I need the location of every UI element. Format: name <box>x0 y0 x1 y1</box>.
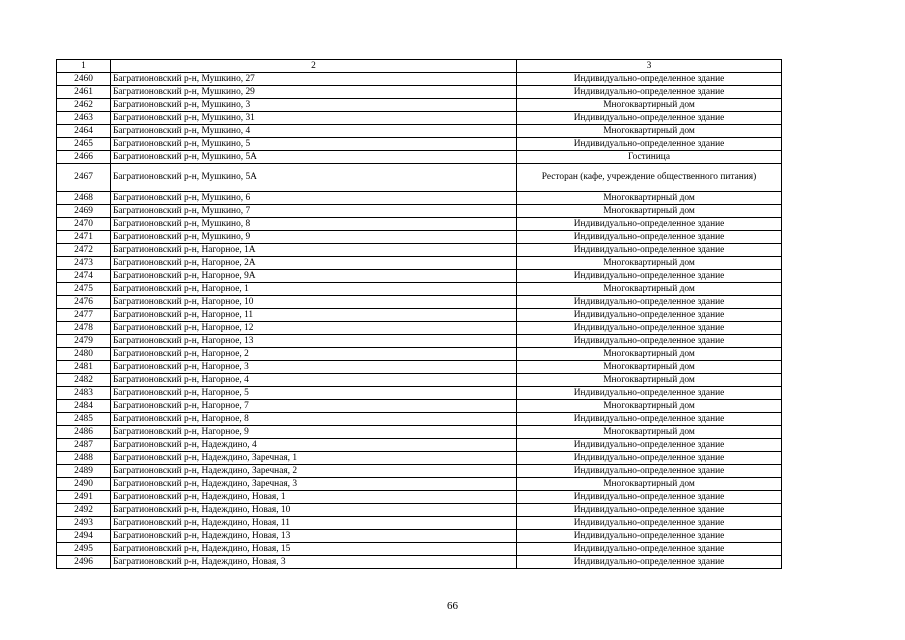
object-type-cell: Индивидуально-определенное здание <box>517 244 782 257</box>
row-number-cell: 2487 <box>57 439 111 452</box>
address-cell: Багратионовский р-н, Мушкино, 5 <box>111 138 517 151</box>
page-number: 66 <box>447 600 458 612</box>
table-row <box>57 257 782 270</box>
address-cell: Багратионовский р-н, Нагорное, 13 <box>111 335 517 348</box>
object-type-cell: Индивидуально-определенное здание <box>517 335 782 348</box>
address-cell: Багратионовский р-н, Нагорное, 1А <box>111 244 517 257</box>
row-number-cell: 2473 <box>57 257 111 270</box>
table-body <box>57 73 782 569</box>
object-type-cell: Индивидуально-определенное здание <box>517 465 782 478</box>
address-cell: Багратионовский р-н, Нагорное, 9 <box>111 426 517 439</box>
row-number-cell: 2477 <box>57 309 111 322</box>
object-type-cell: Многоквартирный дом <box>517 361 782 374</box>
address-cell: Багратионовский р-н, Мушкино, 3 <box>111 99 517 112</box>
address-cell: Багратионовский р-н, Мушкино, 4 <box>111 125 517 138</box>
table-row <box>57 218 782 231</box>
object-type-cell: Индивидуально-определенное здание <box>517 413 782 426</box>
row-number-cell: 2462 <box>57 99 111 112</box>
table-row <box>57 125 782 138</box>
object-type-cell: Индивидуально-определенное здание <box>517 504 782 517</box>
address-cell: Багратионовский р-н, Мушкино, 5А <box>111 151 517 164</box>
row-number-cell: 2461 <box>57 86 111 99</box>
address-cell: Багратионовский р-н, Надеждино, Заречная, 3 <box>111 478 517 491</box>
object-type-cell: Индивидуально-определенное здание <box>517 86 782 99</box>
row-number-cell: 2495 <box>57 543 111 556</box>
address-cell: Багратионовский р-н, Надеждино, Заречная, 1 <box>111 452 517 465</box>
object-type-cell: Многоквартирный дом <box>517 257 782 270</box>
column-header-3: 3 <box>517 60 782 73</box>
table-row <box>57 504 782 517</box>
column-header-1: 1 <box>57 60 111 73</box>
object-type-cell: Индивидуально-определенное здание <box>517 491 782 504</box>
row-number-cell: 2489 <box>57 465 111 478</box>
object-type-cell: Многоквартирный дом <box>517 478 782 491</box>
row-number-cell: 2466 <box>57 151 111 164</box>
table-row <box>57 99 782 112</box>
row-number-cell: 2488 <box>57 452 111 465</box>
table-row <box>57 86 782 99</box>
address-cell: Багратионовский р-н, Мушкино, 7 <box>111 205 517 218</box>
row-number-cell: 2483 <box>57 387 111 400</box>
table-row <box>57 543 782 556</box>
table-row <box>57 205 782 218</box>
table-row <box>57 112 782 125</box>
address-cell: Багратионовский р-н, Надеждино, Новая, 15 <box>111 543 517 556</box>
table-row <box>57 400 782 413</box>
object-type-cell: Индивидуально-определенное здание <box>517 543 782 556</box>
row-number-cell: 2469 <box>57 205 111 218</box>
object-type-cell: Индивидуально-определенное здание <box>517 218 782 231</box>
row-number-cell: 2467 <box>57 164 111 192</box>
table-row <box>57 192 782 205</box>
table-row <box>57 296 782 309</box>
table-row <box>57 231 782 244</box>
object-type-cell: Индивидуально-определенное здание <box>517 138 782 151</box>
object-type-cell: Индивидуально-определенное здание <box>517 296 782 309</box>
row-number-cell: 2470 <box>57 218 111 231</box>
row-number-cell: 2478 <box>57 322 111 335</box>
table-row <box>57 374 782 387</box>
address-cell: Багратионовский р-н, Нагорное, 12 <box>111 322 517 335</box>
address-cell: Багратионовский р-н, Надеждино, Новая, 11 <box>111 517 517 530</box>
address-cell: Багратионовский р-н, Мушкино, 31 <box>111 112 517 125</box>
table-row <box>57 452 782 465</box>
address-cell: Багратионовский р-н, Надеждино, 4 <box>111 439 517 452</box>
row-number-cell: 2492 <box>57 504 111 517</box>
row-number-cell: 2460 <box>57 73 111 86</box>
address-cell: Багратионовский р-н, Нагорное, 10 <box>111 296 517 309</box>
address-cell: Багратионовский р-н, Нагорное, 4 <box>111 374 517 387</box>
object-type-cell: Многоквартирный дом <box>517 348 782 361</box>
row-number-cell: 2475 <box>57 283 111 296</box>
registry-table <box>56 59 782 569</box>
object-type-cell: Многоквартирный дом <box>517 125 782 138</box>
table-row <box>57 556 782 569</box>
row-number-cell: 2484 <box>57 400 111 413</box>
address-cell: Багратионовский р-н, Мушкино, 9 <box>111 231 517 244</box>
address-cell: Багратионовский р-н, Нагорное, 9А <box>111 270 517 283</box>
row-number-cell: 2485 <box>57 413 111 426</box>
table-row <box>57 270 782 283</box>
row-number-cell: 2493 <box>57 517 111 530</box>
row-number-cell: 2481 <box>57 361 111 374</box>
address-cell: Багратионовский р-н, Нагорное, 2А <box>111 257 517 270</box>
object-type-cell: Многоквартирный дом <box>517 283 782 296</box>
object-type-cell: Индивидуально-определенное здание <box>517 452 782 465</box>
table-row <box>57 439 782 452</box>
object-type-cell: Индивидуально-определенное здание <box>517 517 782 530</box>
row-number-cell: 2474 <box>57 270 111 283</box>
table-row <box>57 309 782 322</box>
table-row <box>57 164 782 192</box>
table-row <box>57 151 782 164</box>
address-cell: Багратионовский р-н, Нагорное, 7 <box>111 400 517 413</box>
row-number-cell: 2476 <box>57 296 111 309</box>
table-row <box>57 283 782 296</box>
object-type-cell: Индивидуально-определенное здание <box>517 439 782 452</box>
table-row <box>57 517 782 530</box>
row-number-cell: 2491 <box>57 491 111 504</box>
object-type-cell: Гостиница <box>517 151 782 164</box>
object-type-cell: Многоквартирный дом <box>517 192 782 205</box>
address-cell: Багратионовский р-н, Надеждино, Новая, 13 <box>111 530 517 543</box>
address-cell: Багратионовский р-н, Нагорное, 2 <box>111 348 517 361</box>
row-number-cell: 2471 <box>57 231 111 244</box>
object-type-cell: Индивидуально-определенное здание <box>517 322 782 335</box>
address-cell: Багратионовский р-н, Надеждино, Новая, 3 <box>111 556 517 569</box>
address-cell: Багратионовский р-н, Надеждино, Новая, 10 <box>111 504 517 517</box>
table-row <box>57 426 782 439</box>
object-type-cell: Многоквартирный дом <box>517 400 782 413</box>
row-number-cell: 2482 <box>57 374 111 387</box>
object-type-cell: Индивидуально-определенное здание <box>517 231 782 244</box>
address-cell: Багратионовский р-н, Нагорное, 11 <box>111 309 517 322</box>
row-number-cell: 2480 <box>57 348 111 361</box>
row-number-cell: 2465 <box>57 138 111 151</box>
object-type-cell: Индивидуально-определенное здание <box>517 112 782 125</box>
table-row <box>57 491 782 504</box>
row-number-cell: 2496 <box>57 556 111 569</box>
address-cell: Багратионовский р-н, Мушкино, 29 <box>111 86 517 99</box>
table-row <box>57 413 782 426</box>
table-row <box>57 387 782 400</box>
table-row <box>57 465 782 478</box>
table-header-row <box>57 60 782 73</box>
address-cell: Багратионовский р-н, Мушкино, 8 <box>111 218 517 231</box>
row-number-cell: 2490 <box>57 478 111 491</box>
table-row <box>57 138 782 151</box>
row-number-cell: 2463 <box>57 112 111 125</box>
object-type-cell: Многоквартирный дом <box>517 426 782 439</box>
object-type-cell: Многоквартирный дом <box>517 374 782 387</box>
table-row <box>57 348 782 361</box>
row-number-cell: 2486 <box>57 426 111 439</box>
address-cell: Багратионовский р-н, Нагорное, 3 <box>111 361 517 374</box>
table-row <box>57 478 782 491</box>
object-type-cell: Индивидуально-определенное здание <box>517 387 782 400</box>
row-number-cell: 2494 <box>57 530 111 543</box>
object-type-cell: Индивидуально-определенное здание <box>517 309 782 322</box>
table-row <box>57 335 782 348</box>
object-type-cell: Индивидуально-определенное здание <box>517 73 782 86</box>
object-type-cell: Многоквартирный дом <box>517 205 782 218</box>
table-row <box>57 530 782 543</box>
object-type-cell: Ресторан (кафе, учреждение общественного питания) <box>517 164 782 192</box>
address-cell: Багратионовский р-н, Мушкино, 5А <box>111 164 517 192</box>
row-number-cell: 2472 <box>57 244 111 257</box>
table-row <box>57 361 782 374</box>
object-type-cell: Индивидуально-определенное здание <box>517 556 782 569</box>
address-cell: Багратионовский р-н, Нагорное, 5 <box>111 387 517 400</box>
table-row <box>57 244 782 257</box>
address-cell: Багратионовский р-н, Мушкино, 27 <box>111 73 517 86</box>
address-cell: Багратионовский р-н, Мушкино, 6 <box>111 192 517 205</box>
address-cell: Багратионовский р-н, Нагорное, 1 <box>111 283 517 296</box>
object-type-cell: Индивидуально-определенное здание <box>517 270 782 283</box>
table-row <box>57 73 782 86</box>
object-type-cell: Многоквартирный дом <box>517 99 782 112</box>
address-cell: Багратионовский р-н, Надеждино, Заречная, 2 <box>111 465 517 478</box>
object-type-cell: Индивидуально-определенное здание <box>517 530 782 543</box>
table-row <box>57 322 782 335</box>
row-number-cell: 2464 <box>57 125 111 138</box>
row-number-cell: 2468 <box>57 192 111 205</box>
address-cell: Багратионовский р-н, Нагорное, 8 <box>111 413 517 426</box>
address-cell: Багратионовский р-н, Надеждино, Новая, 1 <box>111 491 517 504</box>
column-header-2: 2 <box>111 60 517 73</box>
row-number-cell: 2479 <box>57 335 111 348</box>
